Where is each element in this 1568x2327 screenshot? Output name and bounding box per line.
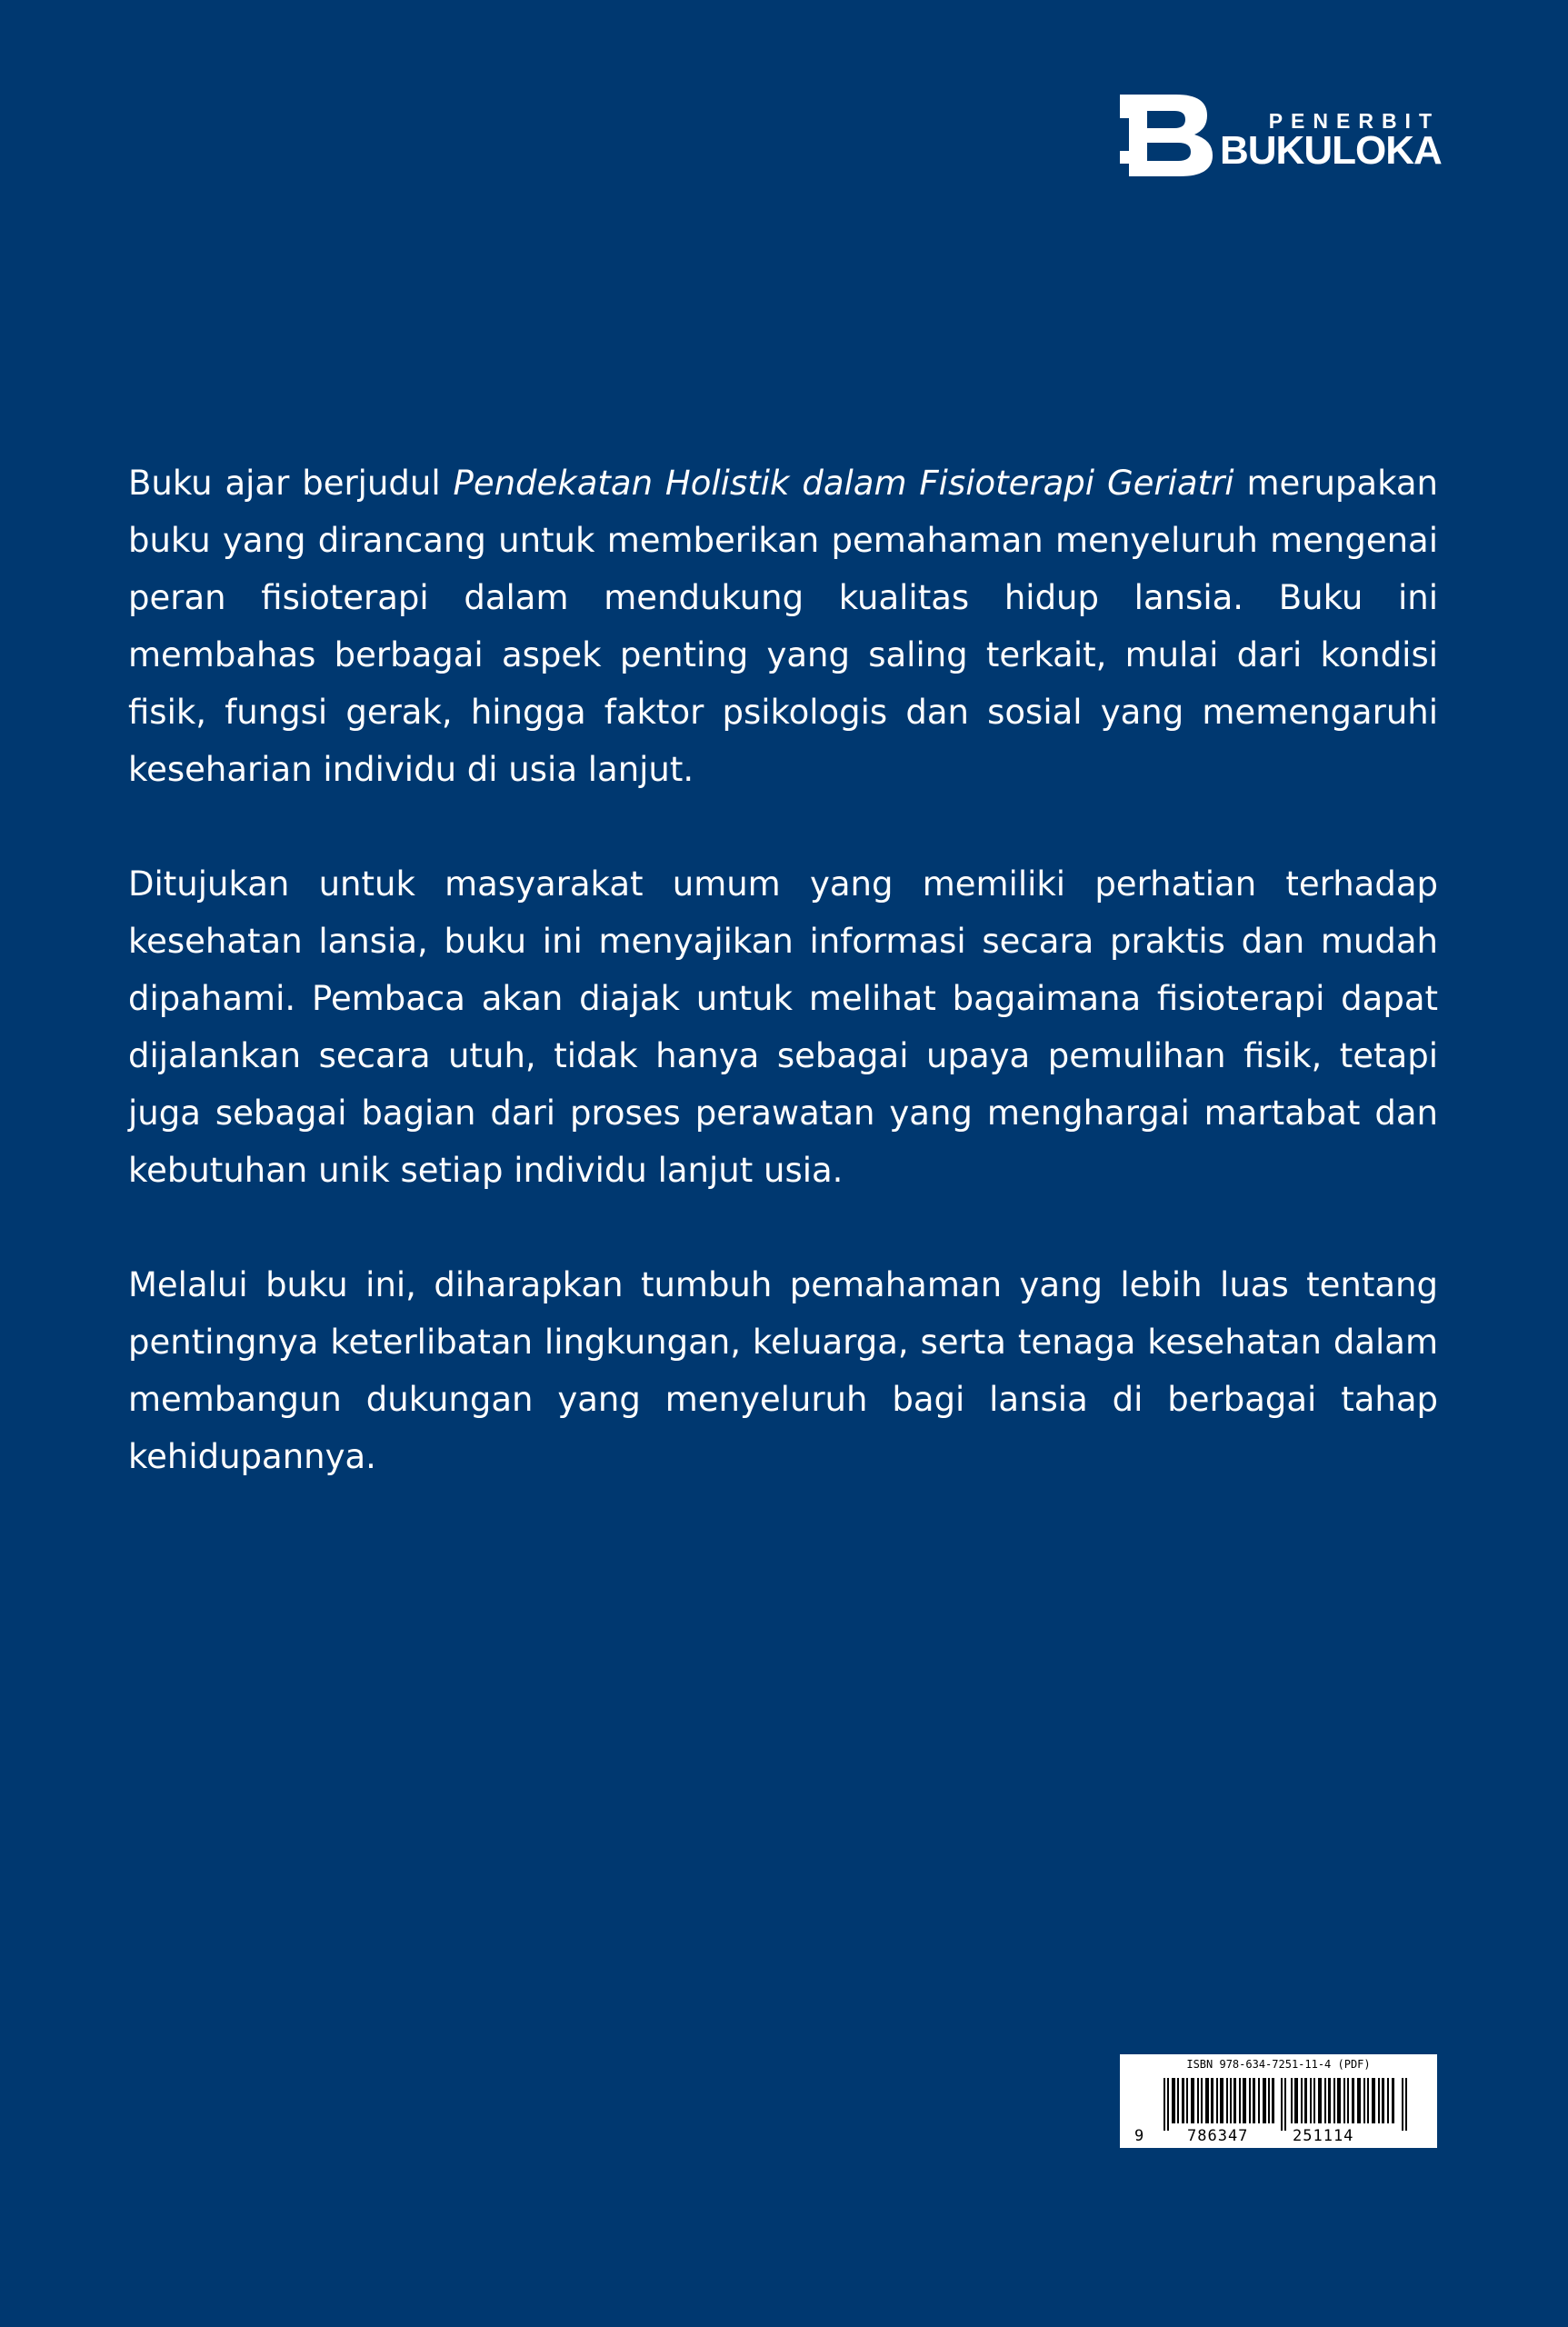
publisher-logo [1120, 95, 1442, 180]
blurb-p1-intro: Buku ajar berjudul [128, 464, 454, 503]
barcode-bars-icon [1164, 2078, 1409, 2131]
blurb-p1-rest: merupakan buku yang dirancang untuk memberikan pemahaman menyeluruh mengenai peran fisioterapi dalam mendukung kualitas hidup lansia. Buku ini membahas berbagai aspek penting yang saling terkait, mulai dari kondisi fisik, fungsi gerak, hingga faktor psikologis dan sosial yang memengaruhi keseharian individu di usia lanjut. [128, 464, 1438, 789]
barcode-right-digits: 251114 [1293, 2127, 1354, 2145]
publisher-prefix: PENERBIT [1268, 109, 1440, 133]
blurb-paragraph-1 [128, 454, 1438, 798]
blurb-paragraph-2: Ditujukan untuk masyarakat umum yang memiliki perhatian terhadap kesehatan lansia, buku ini menyajikan informasi secara praktis dan mudah dipahami. Pembaca akan diajak untuk melihat bagaimana fisioterapi dapat dijalankan secara utuh, tidak hanya sebagai upaya pemulihan fisik, tetapi juga sebagai bagian dari proses perawatan yang menghargai martabat dan kebutuhan unik setiap individu lanjut usia. [128, 864, 1438, 1190]
barcode-lead-digit: 9 [1134, 2127, 1144, 2145]
isbn-label: ISBN 978-634-7251-11-4 (PDF) [1186, 2058, 1371, 2071]
publisher-b-mark-icon [1120, 95, 1213, 176]
blurb-paragraph-3: Melalui buku ini, diharapkan tumbuh pemahaman yang lebih luas tentang pentingnya keterlibatan lingkungan, keluarga, serta tenaga kesehatan dalam membangun dukungan yang menyeluruh bagi lansia di berbagai tahap kehidupannya. [128, 1265, 1438, 1476]
book-blurb [128, 454, 1438, 1543]
isbn-barcode [1120, 2054, 1437, 2148]
publisher-name: BUKULOKA [1220, 128, 1442, 173]
book-title: Pendekatan Holistik dalam Fisioterapi Geriatri [453, 464, 1234, 503]
barcode-left-digits: 786347 [1187, 2127, 1249, 2145]
